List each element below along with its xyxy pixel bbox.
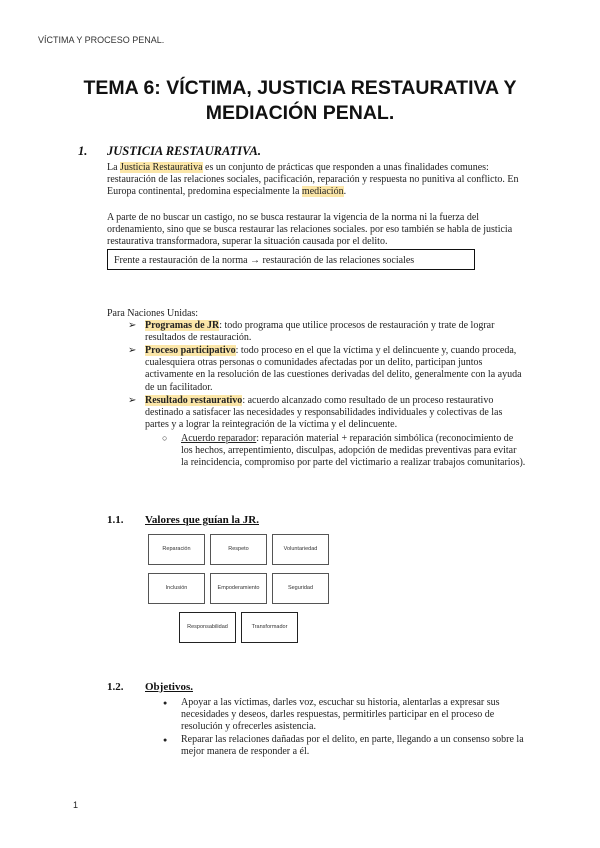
objective-item-2: Reparar las relaciones dañadas por el delito, en parte, llegando a un consenso sobre la mejor manera de responder a él. xyxy=(181,734,524,758)
title-line-2: MEDIACIÓN PENAL. xyxy=(205,102,395,124)
term-programas: Programas de JR xyxy=(145,320,220,331)
list-item-programas xyxy=(145,320,525,344)
paragraph-restauracion: A parte de no buscar un castigo, no se busca restaurar la vigencia de la norma ni la fuerza del ordenamiento, sino que se busca restaurar las relaciones sociales. por eso también se habla de justicia restaurativa transformadora, superar la situación causada por el delito. xyxy=(107,212,513,248)
p1-text-c: . xyxy=(343,186,347,198)
arrow-bullet-icon: ➢ xyxy=(128,345,137,356)
list-item-proceso xyxy=(145,345,525,394)
value-card-respeto: Respeto xyxy=(210,534,267,565)
subsection-number: 1.2. xyxy=(107,681,124,693)
boxed-statement: Frente a restauración de la norma → restauración de las relaciones sociales xyxy=(107,249,475,270)
item-text: : todo proceso en el que la víctima y el delincuente y, cuando proceda, cualesquiera otras personas o comunidades afectadas por un delito, participan juntos activamente en la resolución de las cuestiones derivadas del delito, generalmente con la ayuda de un facilitador. xyxy=(145,345,522,393)
objective-item-1: Apoyar a las víctimas, darles voz, escuchar su historia, alentarlas a expresar sus necesidades y deseos, darles respuestas, permitirles participar en el proceso de resolución y ofrecerles asistencia. xyxy=(181,697,500,733)
value-card-inclusion: Inclusión xyxy=(148,573,205,604)
term-resultado: Resultado restaurativo xyxy=(145,395,243,406)
un-intro: Para Naciones Unidas: xyxy=(107,308,199,319)
value-card-empoderamiento: Empoderamiento xyxy=(210,573,267,604)
title-line-1: TEMA 6: VÍCTIMA, JUSTICIA RESTAURATIVA Y xyxy=(83,77,517,99)
value-card-transformador: Transformador xyxy=(241,612,298,643)
section-title: JUSTICIA RESTAURATIVA. xyxy=(107,144,261,158)
term-acuerdo: Acuerdo reparador xyxy=(181,433,257,444)
page-title xyxy=(40,76,560,126)
value-card-voluntariedad: Voluntariedad xyxy=(272,534,329,565)
subsection-title-objetivos: Objetivos. xyxy=(145,681,193,693)
sub-item-text: : reparación material + reparación simbólica (reconocimiento de los hechos, arrepentimiento, disculpas, adopción de medidas preventivas para evitar la reincidencia, compromiso por parte del victimario a realizar trabajos comunitarios). xyxy=(181,433,526,469)
arrow-bullet-icon: ➢ xyxy=(128,320,137,331)
arrow-bullet-icon: ➢ xyxy=(128,395,137,406)
page-number: 1 xyxy=(73,800,79,810)
dot-bullet-icon: ● xyxy=(163,699,168,707)
paragraph-intro xyxy=(107,162,527,199)
item-text: : todo programa que utilice procesos de restauración y trate de lograr resultados de restauración. xyxy=(145,320,495,344)
highlight-mediacion: mediación xyxy=(301,186,344,198)
running-header: VÍCTIMA Y PROCESO PENAL. xyxy=(38,35,165,45)
list-item-resultado xyxy=(145,395,525,432)
subsection-title-valores: Valores que guían la JR. xyxy=(145,514,259,526)
section-number: 1. xyxy=(78,144,88,158)
item-text: : acuerdo alcanzado como resultado de un proceso restaurativo destinado a satisfacer las necesidades y responsabilidades individuales y colectivas de las partes y a lograr la reintegración de la víctima y el delincuente. xyxy=(145,395,503,431)
p1-text-a: La xyxy=(107,162,121,173)
value-card-reparacion: Reparación xyxy=(148,534,205,565)
value-card-responsabilidad: Responsabilidad xyxy=(179,612,236,643)
highlight-justicia-restaurativa: Justicia Restaurativa xyxy=(120,162,203,173)
term-proceso: Proceso participativo xyxy=(145,345,236,356)
sub-item-acuerdo xyxy=(181,433,526,470)
subsection-number: 1.1. xyxy=(107,514,124,526)
p1-text-b: es un conjunto de prácticas que responden a unas finalidades comunes: restauración de las relaciones sociales, pacificación, reparación y respuesta no punitiva al conflicto. En Europa continental, predomina especialmente la xyxy=(107,162,519,198)
circle-bullet-icon: ○ xyxy=(162,433,168,443)
dot-bullet-icon: ● xyxy=(163,736,168,744)
value-card-seguridad: Seguridad xyxy=(272,573,329,604)
